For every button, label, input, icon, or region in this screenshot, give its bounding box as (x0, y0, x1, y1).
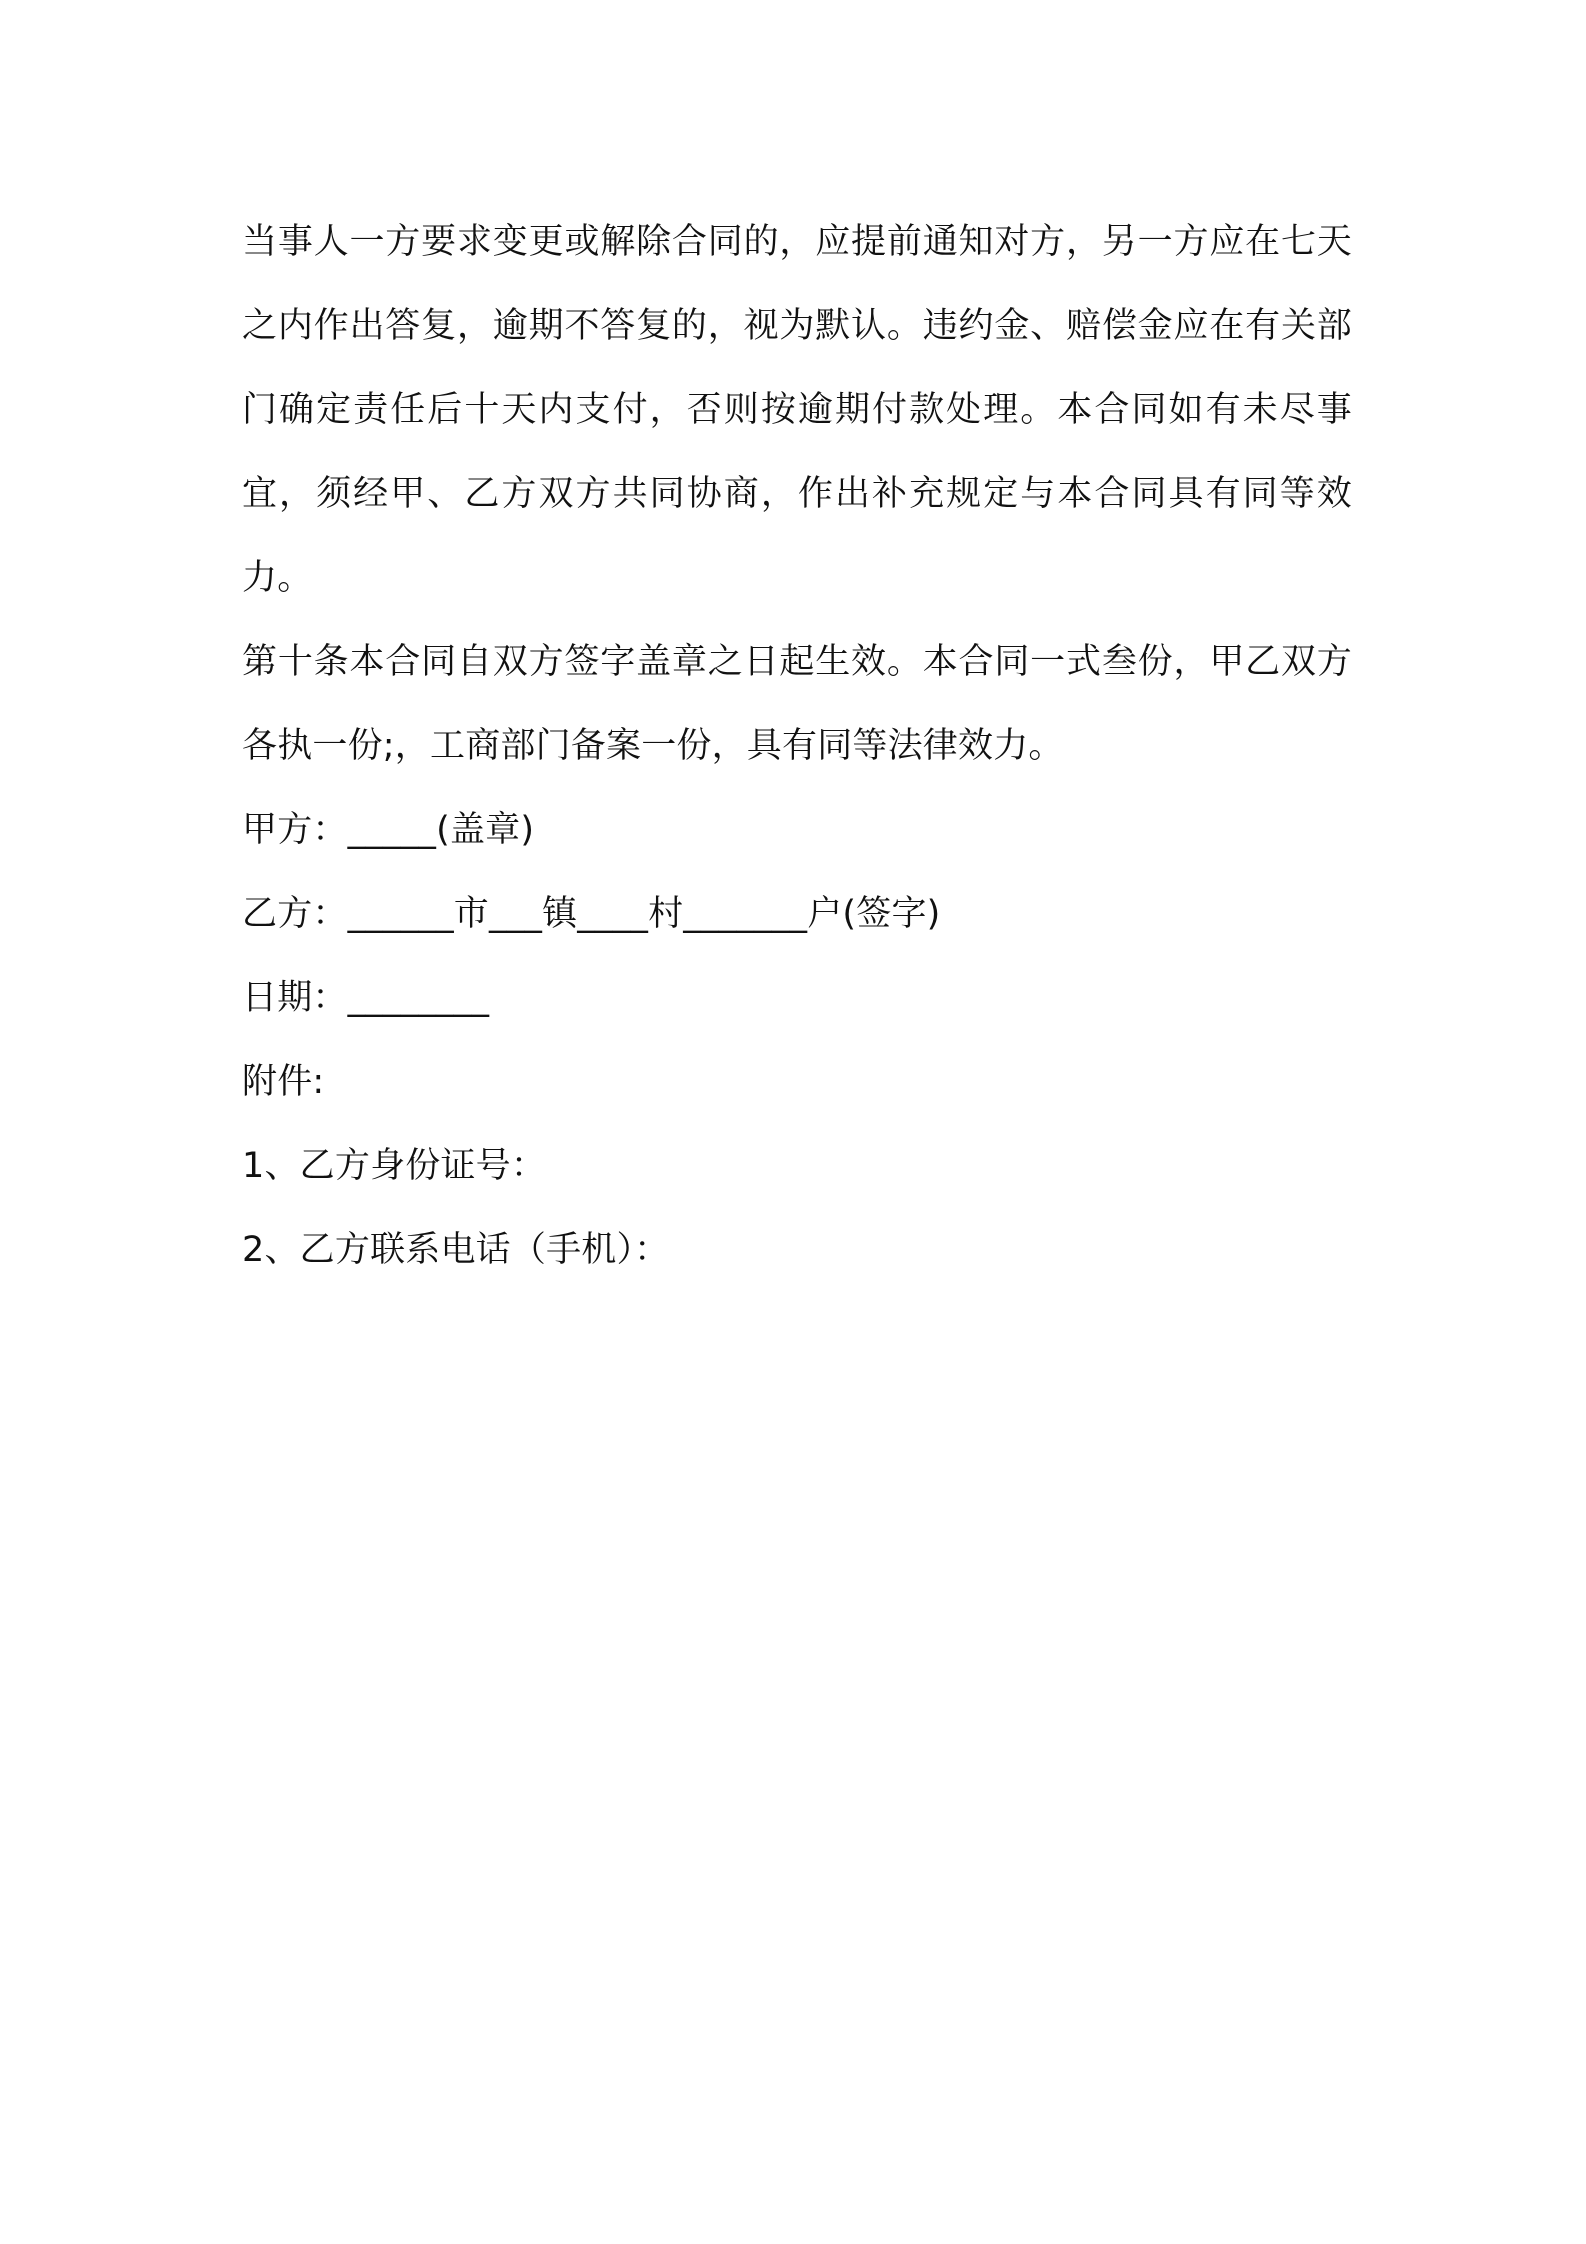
attachment-phone-number: 2、乙方联系电话（手机）： (242, 1230, 670, 1270)
clause-change-termination-paragraph: 当事人一方要求变更或解除合同的，应提前通知对方，另一方应在七天之内作出答复，逾期不答复的，视为默认。违约金、赔偿金应在有关部门确定责任后十天内支付，否则按逾期付款处理。本合同如有未尽事宜，须经甲、乙方双方共同协商，作出补充规定与本合同具有同等效力。 (242, 222, 1352, 598)
attachments-heading: 附件: (242, 1062, 325, 1102)
date-line: 日期：________ (242, 978, 490, 1018)
clause-ten-effectiveness-paragraph: 第十条本合同自双方签字盖章之日起生效。本合同一式叁份，甲乙双方各执一份;，工商部门备案一份，具有同等法律效力。 (242, 642, 1352, 766)
attachment-id-number: 1、乙方身份证号： (242, 1146, 547, 1186)
party-a-signature-line: 甲方：_____(盖章) (242, 810, 535, 850)
document-body (242, 200, 1352, 1292)
party-b-signature-line: 乙方：______市___镇____村_______户(签字) (242, 894, 941, 934)
